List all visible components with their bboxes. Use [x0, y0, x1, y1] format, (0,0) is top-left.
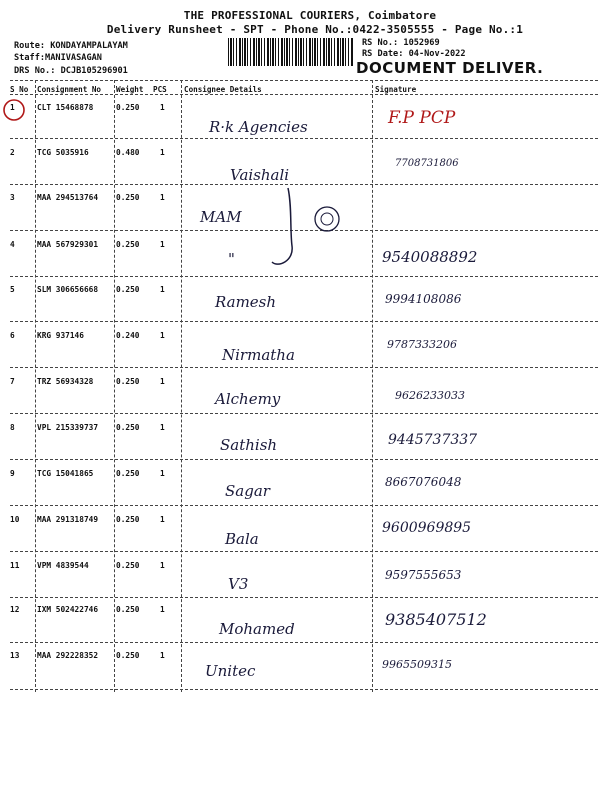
row-pcs: 1: [160, 377, 165, 386]
row-weight: 0.250: [116, 103, 140, 112]
row-consignment-no: TRZ 56934328: [37, 377, 94, 386]
row-signature-handwritten: 7708731806: [395, 158, 459, 169]
drs-line: [14, 66, 128, 76]
circle-mark-icon: [2, 98, 26, 122]
row-rule: [10, 321, 598, 322]
row-sno: 9: [10, 469, 15, 478]
barcode-image: [228, 38, 354, 66]
row-weight: 0.250: [116, 377, 140, 386]
row-sno: 2: [10, 148, 15, 157]
row-sno: 6: [10, 331, 15, 340]
row-signature-handwritten: 9787333206: [387, 338, 457, 351]
row-signature-handwritten: 9540088892: [382, 248, 478, 266]
drs-label: DRS No.:: [14, 66, 56, 76]
staff-line: [14, 53, 102, 63]
route-line: [14, 41, 128, 51]
col-header-signature: Signature: [375, 85, 417, 94]
row-pcs: 1: [160, 193, 165, 202]
row-consignment-no: CLT 15468878: [37, 103, 94, 112]
column-divider: [372, 80, 373, 692]
row-weight: 0.250: [116, 240, 140, 249]
row-consignment-no: SLM 306656668: [37, 285, 99, 294]
rs-date-label: RS Date:: [362, 49, 404, 59]
column-divider: [114, 80, 115, 692]
row-rule: [10, 597, 598, 598]
row-rule: [10, 551, 598, 552]
company-title: THE PROFESSIONAL COURIERS, Coimbatore: [183, 9, 437, 22]
row-sno: 1: [10, 103, 15, 112]
row-sno: 7: [10, 377, 15, 386]
row-pcs: 1: [160, 285, 165, 294]
row-signature-handwritten: 9385407512: [385, 610, 487, 629]
row-consignment-no: MAA 567929301: [37, 240, 99, 249]
runsheet-table: [10, 80, 598, 692]
row-sno: 11: [10, 561, 20, 570]
rs-no-label: RS No.:: [362, 38, 399, 48]
row-pcs: 1: [160, 103, 165, 112]
route-label: Route:: [14, 41, 46, 51]
row-sno: 13: [10, 651, 20, 660]
runsheet-subtitle: Delivery Runsheet - SPT - Phone No.:0422-3505555 - Page No.:1: [106, 23, 524, 36]
circled-mark-icon: [312, 204, 342, 234]
row-rule: [10, 459, 598, 460]
col-header-pcs: PCS: [153, 85, 167, 94]
col-header-weight: Weight: [116, 85, 144, 94]
row-rule: [10, 642, 598, 643]
row-pcs: 1: [160, 469, 165, 478]
row-weight: 0.250: [116, 423, 140, 432]
row-rule: [10, 367, 598, 368]
row-consignee-handwritten: MAM: [200, 208, 242, 226]
column-divider: [35, 80, 36, 692]
row-consignment-no: KRG 937146: [37, 331, 84, 340]
row-signature-handwritten: 9965509315: [382, 658, 452, 671]
col-header-consignment: Consignment No: [37, 85, 102, 94]
row-weight: 0.250: [116, 561, 140, 570]
row-signature-handwritten: 9445737337: [388, 432, 478, 448]
row-consignee-handwritten: V3: [228, 575, 249, 593]
row-pcs: 1: [160, 331, 165, 340]
row-consignee-handwritten: Vaishali: [230, 166, 290, 184]
row-weight: 0.250: [116, 651, 140, 660]
row-weight: 0.250: [116, 193, 140, 202]
row-consignee-handwritten: Bala: [225, 530, 259, 548]
header-rule: [10, 94, 598, 95]
row-signature-handwritten: 9600969895: [382, 520, 472, 536]
row-consignee-handwritten: Unitec: [205, 662, 256, 680]
table-top-rule: [10, 80, 598, 81]
row-sno: 5: [10, 285, 15, 294]
route-value: KONDAYAMPALAYAM: [50, 41, 128, 51]
row-consignment-no: TCG 15041865: [37, 469, 94, 478]
row-consignment-no: VPL 215339737: [37, 423, 99, 432]
row-rule: [10, 138, 598, 139]
row-pcs: 1: [160, 240, 165, 249]
row-rule: [10, 413, 598, 414]
row-signature-handwritten: 9597555653: [385, 568, 462, 582]
row-weight: 0.250: [116, 469, 140, 478]
row-consignment-no: MAA 291318749: [37, 515, 99, 524]
drs-value: DCJB105296901: [60, 66, 128, 76]
row-consignee-handwritten: Mohamed: [219, 620, 295, 638]
row-weight: 0.250: [116, 515, 140, 524]
rs-no-value: 1052969: [403, 38, 440, 48]
document-delivered-stamp: DOCUMENT DELIVER.: [356, 59, 544, 77]
row-weight: 0.480: [116, 148, 140, 157]
staff-label: Staff:: [14, 53, 46, 63]
row-rule: [10, 276, 598, 277]
row-pcs: 1: [160, 423, 165, 432]
row-signature-handwritten: 9994108086: [385, 292, 462, 306]
rs-date-line: [362, 49, 466, 59]
row-consignee-handwritten: R·k Agencies: [209, 118, 308, 136]
row-pcs: 1: [160, 561, 165, 570]
row-signature-handwritten: F.P PCP: [388, 108, 456, 128]
row-consignment-no: MAA 294513764: [37, 193, 99, 202]
row-consignment-no: MAA 292228352: [37, 651, 99, 660]
row-consignee-handwritten: Nirmatha: [222, 346, 295, 364]
row-consignee-handwritten: ": [228, 250, 235, 268]
row-pcs: 1: [160, 651, 165, 660]
row-weight: 0.250: [116, 605, 140, 614]
row-rule: [10, 184, 598, 185]
row-consignee-handwritten: Alchemy: [215, 390, 281, 408]
staff-value: MANIVASAGAN: [45, 53, 102, 63]
row-signature-handwritten: 8667076048: [385, 475, 462, 489]
row-pcs: 1: [160, 605, 165, 614]
row-consignment-no: TCG 5035916: [37, 148, 89, 157]
row-sno: 12: [10, 605, 20, 614]
row-sno: 10: [10, 515, 20, 524]
row-rule: [10, 689, 598, 690]
row-weight: 0.240: [116, 331, 140, 340]
row-pcs: 1: [160, 515, 165, 524]
row-consignee-handwritten: Ramesh: [215, 293, 277, 311]
row-weight: 0.250: [116, 285, 140, 294]
row-sno: 4: [10, 240, 15, 249]
col-header-sno: S No: [10, 85, 29, 94]
rs-no-line: [362, 38, 440, 48]
bracket-scribble-icon: [268, 186, 308, 270]
row-consignee-handwritten: Sathish: [220, 436, 278, 454]
rs-date-value: 04-Nov-2022: [408, 49, 466, 59]
row-pcs: 1: [160, 148, 165, 157]
row-sno: 3: [10, 193, 15, 202]
row-consignment-no: IXM 502422746: [37, 605, 99, 614]
row-consignment-no: VPM 4839544: [37, 561, 89, 570]
row-rule: [10, 505, 598, 506]
column-divider: [181, 80, 182, 692]
row-sno: 8: [10, 423, 15, 432]
col-header-consignee: Consignee Details: [184, 85, 262, 94]
row-signature-handwritten: 9626233033: [395, 389, 465, 402]
row-consignee-handwritten: Sagar: [225, 482, 270, 500]
